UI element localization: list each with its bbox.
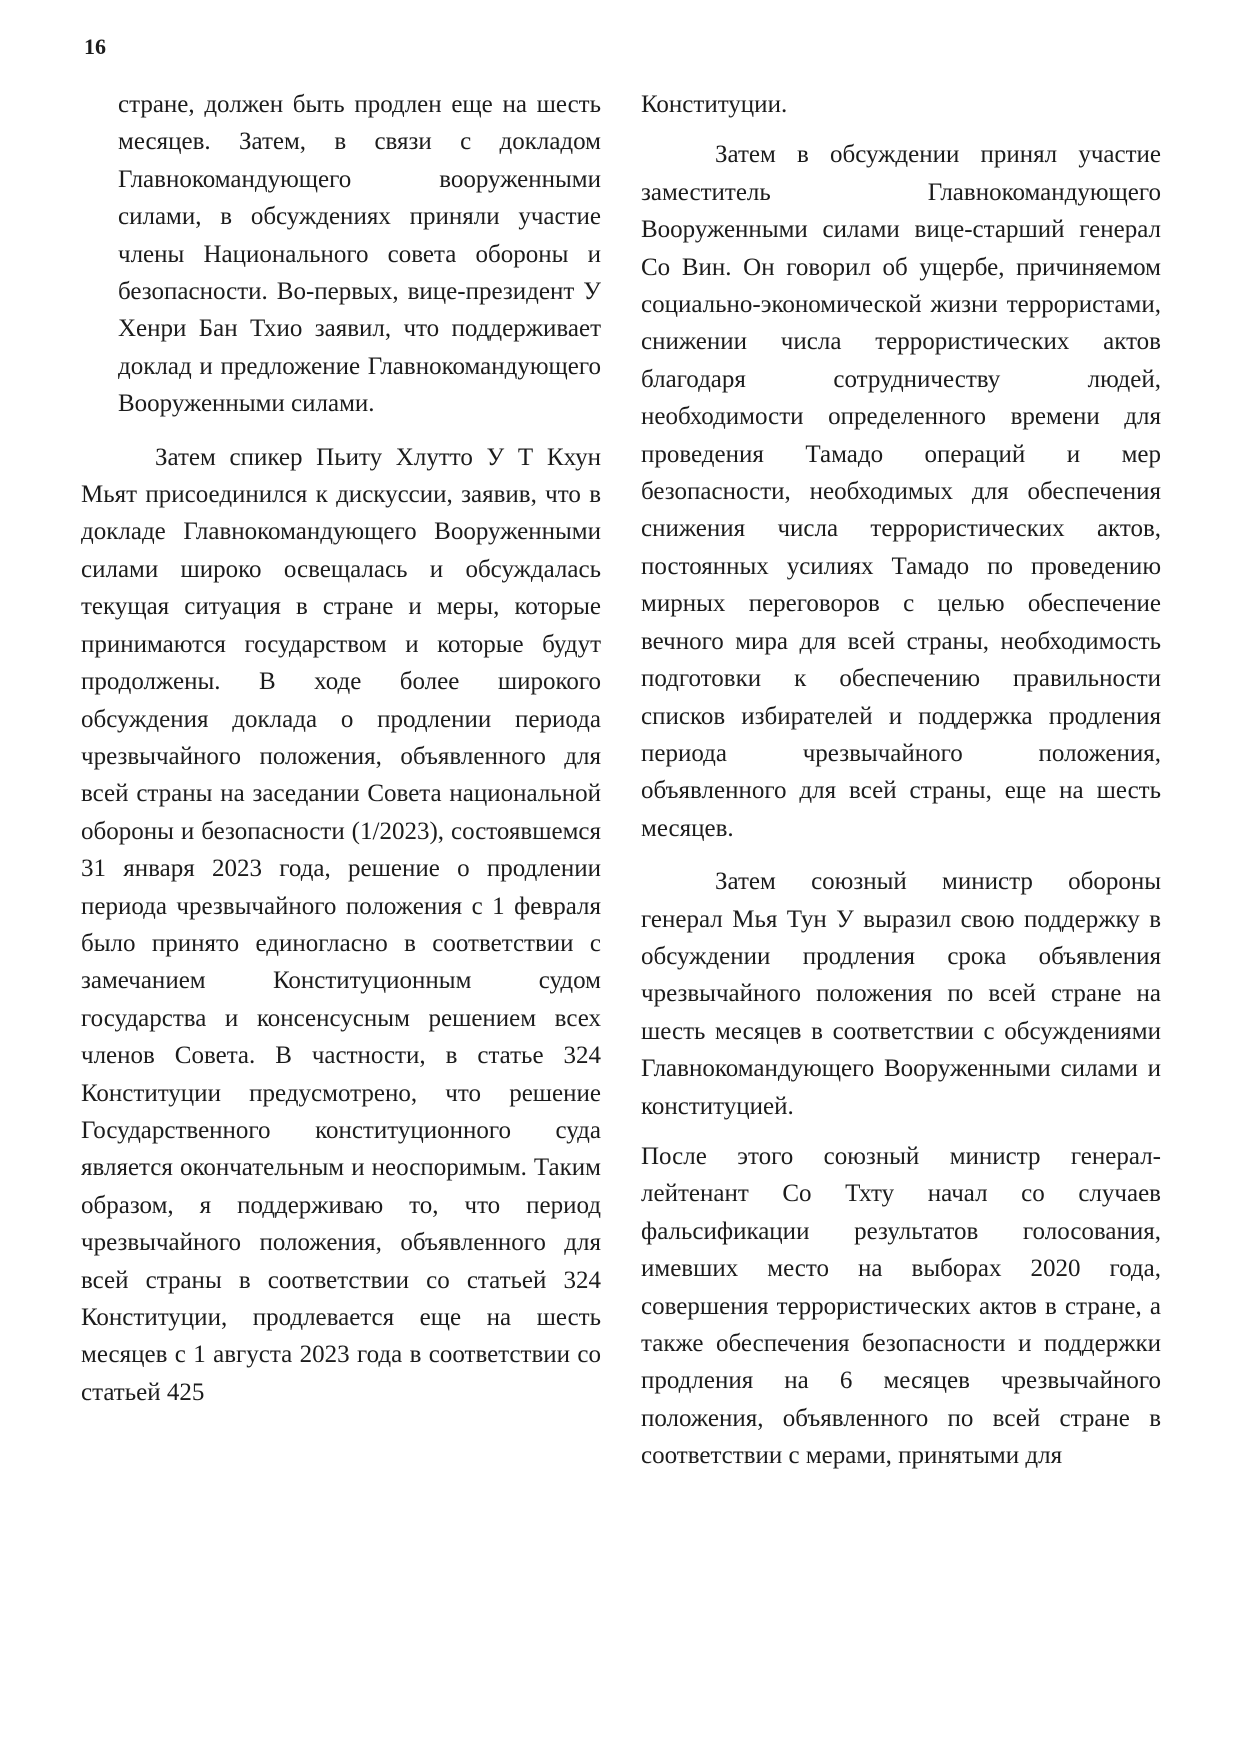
paragraph-union-minister: После этого союзный министр генерал-лейтенант Со Тхту начал со случаев фальсификации результатов голосования, имевших место на выборах 2020 года, совершения террористических актов в стране, а также обеспечения безопасности и поддержки продления на 6 месяцев чрезвычайного положения, объявленного по всей стране в соответствии с мерами, принятыми для — [641, 1142, 1161, 1470]
paragraph-defense-minister: Затем союзный министр обороны генерал Мья Тун У выразил свою поддержку в обсуждении продления срока объявления чрезвычайного положения по всей стране на шесть месяцев в соответствии с обсуждениями Главнокомандующего Вооруженными силами и конституцией. — [641, 868, 1161, 1120]
paragraph-continuation: стране, должен быть продлен еще на шесть месяцев. Затем, в связи с докладом Главнокомандующего вооруженными силами, в обсуждениях приняли участие члены Национального совета обороны и безопасности. Во-первых, вице-президент У Хенри Бан Тхио заявил, что поддерживает доклад и предложение Главнокомандующего Вооруженными силами. — [118, 91, 601, 418]
paragraph-speaker-statement: Затем спикер Пьиту Хлутто У Т Кхун Мьят присоединился к дискуссии, заявив, что в докладе Главнокомандующего Вооруженными силами широко освещалась и обсуждалась текущая ситуация в стране и меры, которые принимаются государством и которые будут продолжены. В ходе более широкого обсуждения доклада о продлении периода чрезвычайного положения, объявленного для всей страны на заседании Совета национальной обороны и безопасности (1/2023), состоявшемся 31 января 2023 года, решение о продлении периода чрезвычайного положения с 1 февраля было принято единогласно в соответствии с замечанием Конституционным судом государства и консенсусным решением всех членов Совета. В частности, в статье 324 Конституции предусмотрено, что решение Государственного конституционного суда является окончательным и неоспоримым. Таким образом, я поддерживаю то, что период чрезвычайного положения, объявленного для всей страны в соответствии со статьей 324 Конституции, продлевается еще на шесть месяцев с 1 августа 2023 года в соответствии со статьей 425 — [81, 443, 601, 1406]
right-column — [641, 86, 1161, 1475]
left-column — [81, 86, 601, 1411]
paragraph-continuation: Конституции. — [641, 91, 788, 118]
page-number: 16 — [84, 34, 106, 59]
paragraph-deputy-commander: Затем в обсуждении принял участие заместитель Главнокомандующего Вооруженными силами вице-старший генерал Со Вин. Он говорил об ущербе, причиняемом социально-экономической жизни террористами, снижении числа террористических актов благодаря сотрудничеству людей, необходимости определенного времени для проведения Тамадо операций и мер безопасности, необходимых для обеспечения снижения числа террористических актов, постоянных усилиях Тамадо по проведению мирных переговоров с целью обеспечение вечного мира для всей страны, необходимость подготовки к обеспечению правильности списков избирателей и поддержка продления периода чрезвычайного положения, объявленного для всей страны, еще на шесть месяцев. — [641, 141, 1161, 842]
